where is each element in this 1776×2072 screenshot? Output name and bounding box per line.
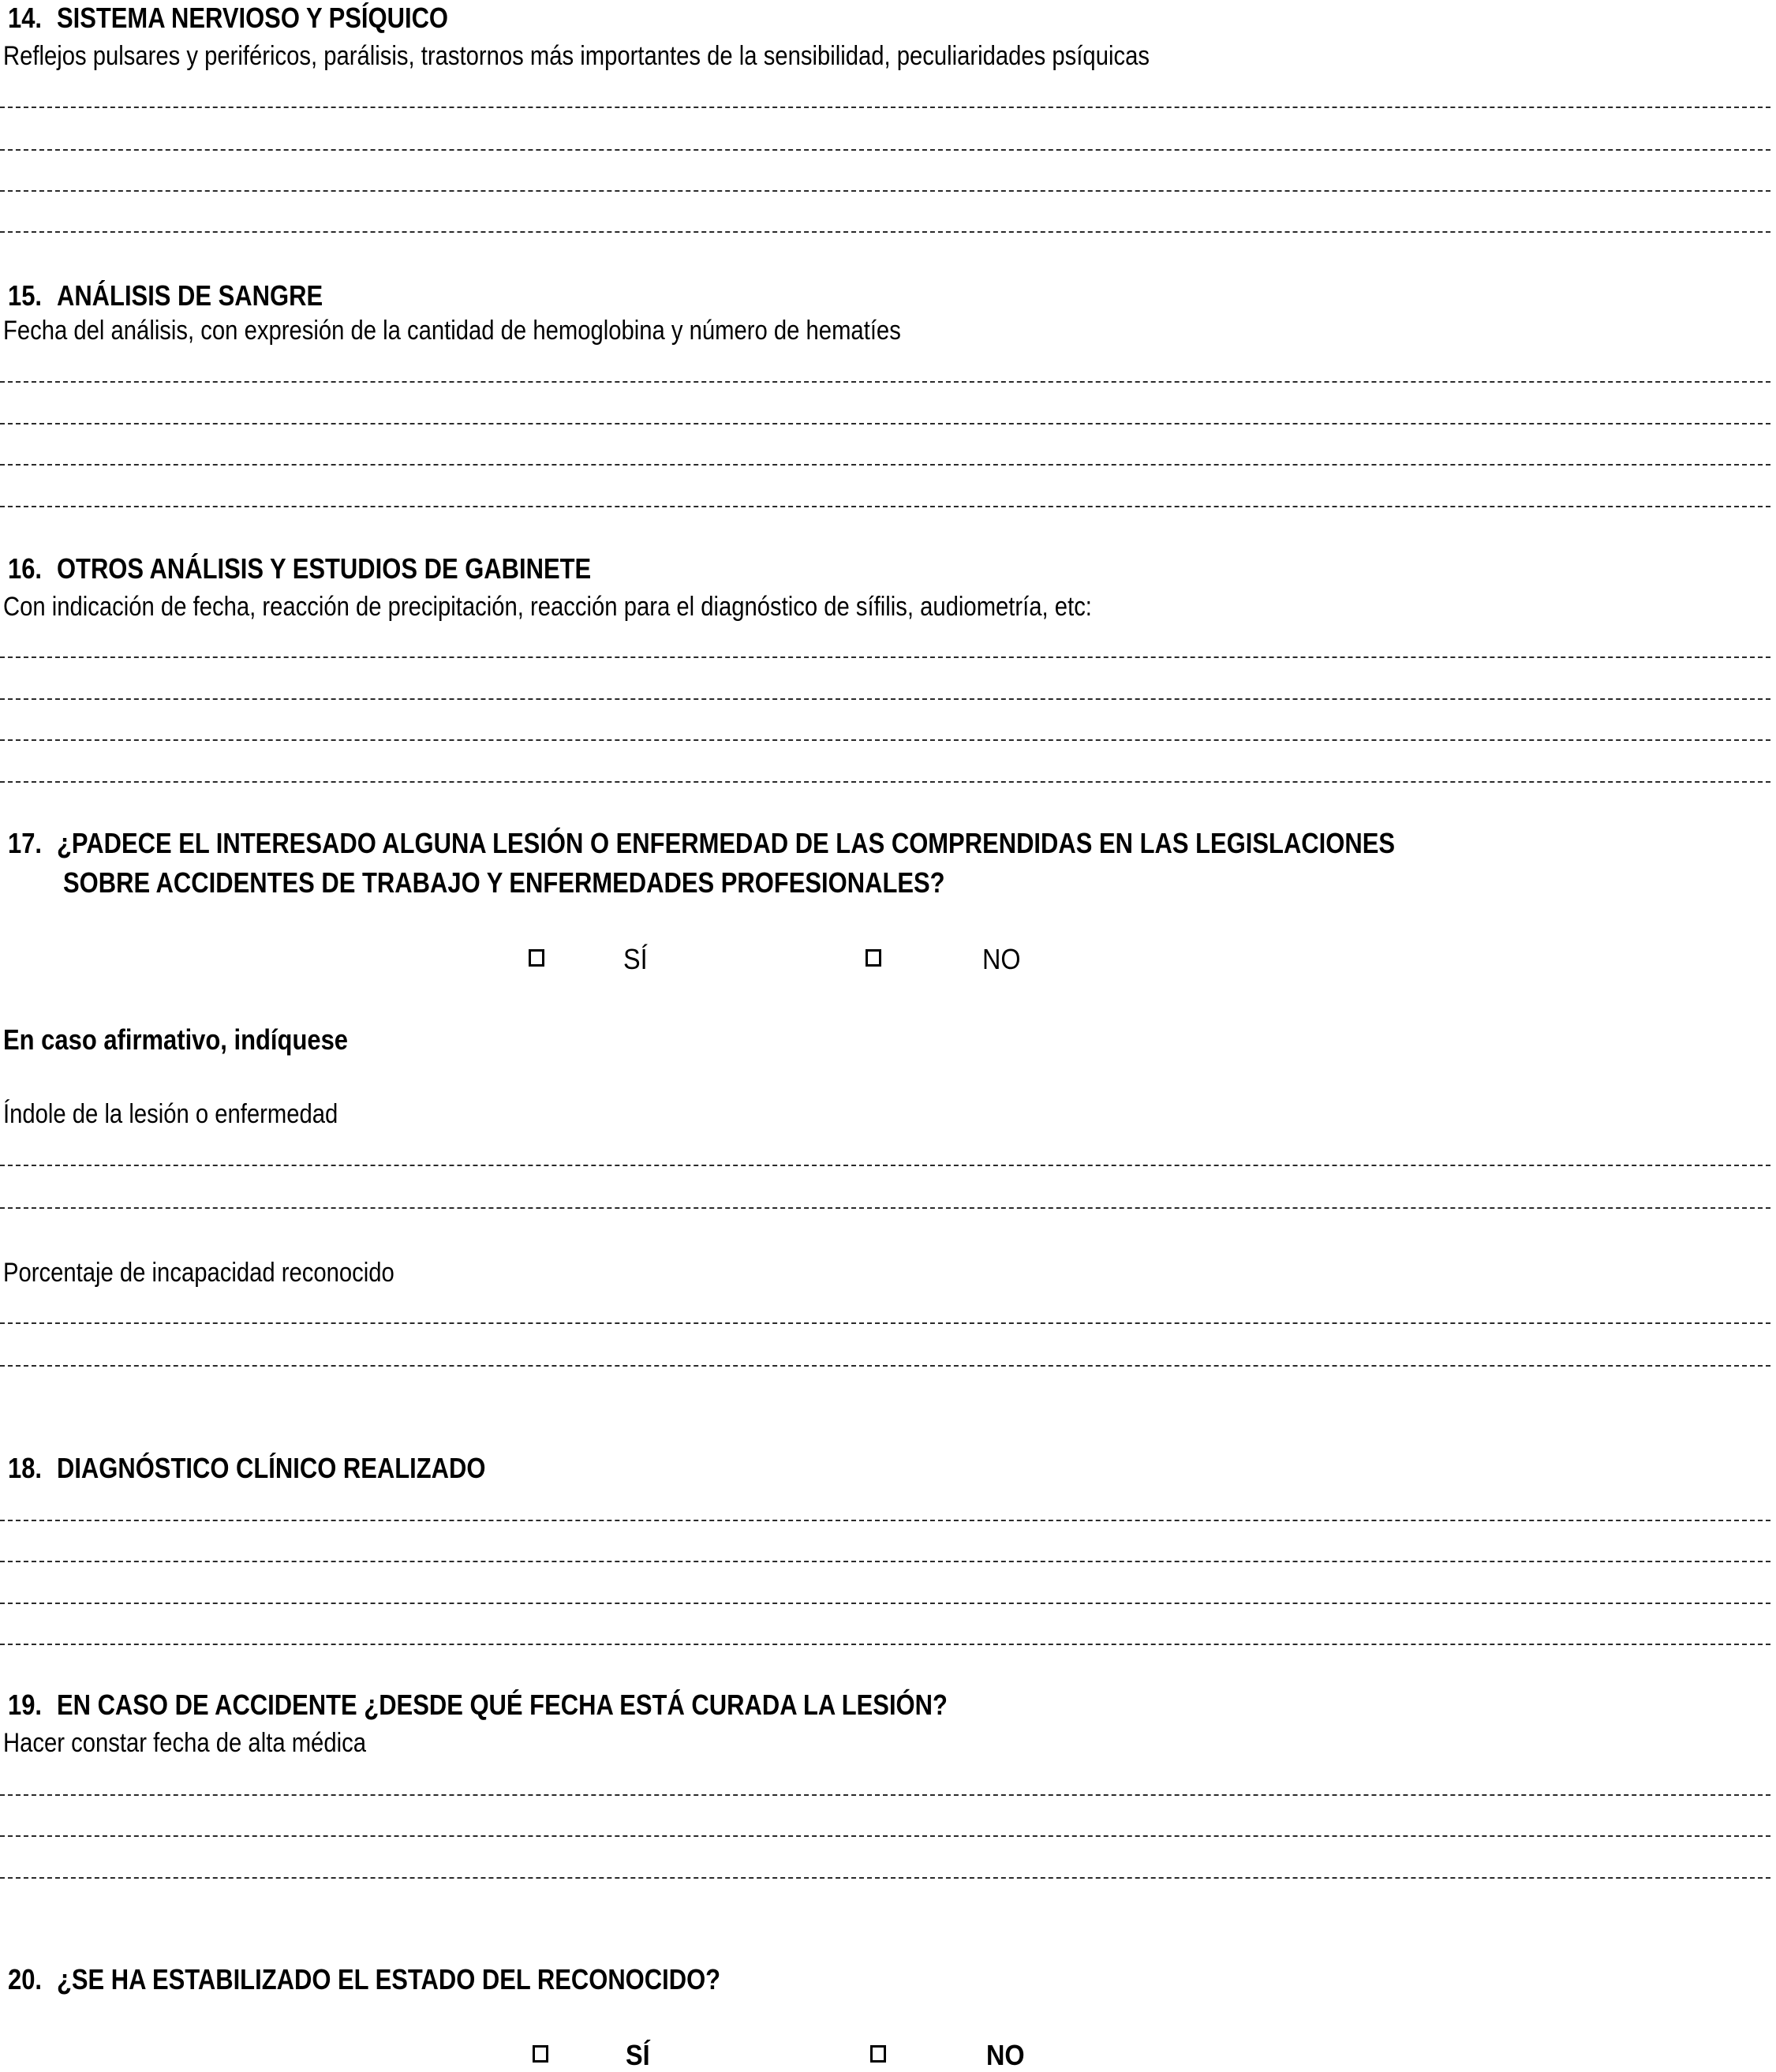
porcentaje-label: Porcentaje de incapacidad reconocido [3,1258,394,1288]
section-15-title: 15. ANÁLISIS DE SANGRE [8,279,323,312]
section-18-title: 18. DIAGNÓSTICO CLÍNICO REALIZADO [8,1452,486,1484]
answer-line[interactable] [0,1561,1770,1562]
answer-line[interactable] [0,423,1770,424]
option-yes-label: SÍ [623,943,648,975]
section-19-description: Hacer constar fecha de alta médica [3,1728,366,1758]
answer-line[interactable] [0,381,1770,383]
answer-line[interactable] [0,1877,1770,1879]
section-15-description: Fecha del análisis, con expresión de la cantidad de hemoglobina y número de hematíes [3,316,901,346]
checkbox-yes[interactable] [529,949,544,967]
section-17-title: 17. ¿PADECE EL INTERESADO ALGUNA LESIÓN O ENFERMEDAD DE LAS COMPRENDIDAS EN LAS LEGISLACIONES [8,827,1396,859]
answer-line[interactable] [0,698,1770,700]
section-14-description: Reflejos pulsares y periféricos, parálisis, trastornos más importantes de la sensibilidad, peculiaridades psíquicas [3,41,1150,71]
section-16-description: Con indicación de fecha, reacción de precipitación, reacción para el diagnóstico de sífilis, audiometría, etc: [3,592,1092,622]
checkbox-no[interactable] [866,949,881,967]
option-yes-label: SÍ [626,2039,650,2071]
section-14-title: 14. SISTEMA NERVIOSO Y PSÍQUICO [8,2,449,34]
answer-line[interactable] [0,1165,1770,1166]
answer-line[interactable] [0,1644,1770,1645]
answer-line[interactable] [0,1794,1770,1796]
answer-line[interactable] [0,781,1770,783]
answer-line[interactable] [0,231,1770,233]
option-no-label: NO [986,2039,1025,2071]
indole-label: Índole de la lesión o enfermedad [3,1099,338,1129]
section-19-title: 19. EN CASO DE ACCIDENTE ¿DESDE QUÉ FECHA ESTÁ CURADA LA LESIÓN? [8,1689,948,1721]
section-16-title: 16. OTROS ANÁLISIS Y ESTUDIOS DE GABINETE [8,552,592,585]
affirmative-subheading: En caso afirmativo, indíquese [3,1023,349,1056]
answer-line[interactable] [0,149,1770,151]
answer-line[interactable] [0,1365,1770,1367]
answer-line[interactable] [0,1520,1770,1521]
answer-line[interactable] [0,739,1770,741]
answer-line[interactable] [0,1835,1770,1837]
answer-line[interactable] [0,1322,1770,1324]
answer-line[interactable] [0,190,1770,192]
section-17-title-continued: SOBRE ACCIDENTES DE TRABAJO Y ENFERMEDADES PROFESIONALES? [63,866,945,899]
checkbox-yes[interactable] [533,2045,548,2063]
answer-line[interactable] [0,656,1770,658]
answer-line[interactable] [0,1603,1770,1604]
answer-line[interactable] [0,506,1770,507]
option-no-label: NO [982,943,1021,975]
answer-line[interactable] [0,107,1770,108]
section-20-title: 20. ¿SE HA ESTABILIZADO EL ESTADO DEL RECONOCIDO? [8,1963,721,1995]
checkbox-no[interactable] [870,2045,886,2063]
answer-line[interactable] [0,1207,1770,1209]
answer-line[interactable] [0,464,1770,466]
